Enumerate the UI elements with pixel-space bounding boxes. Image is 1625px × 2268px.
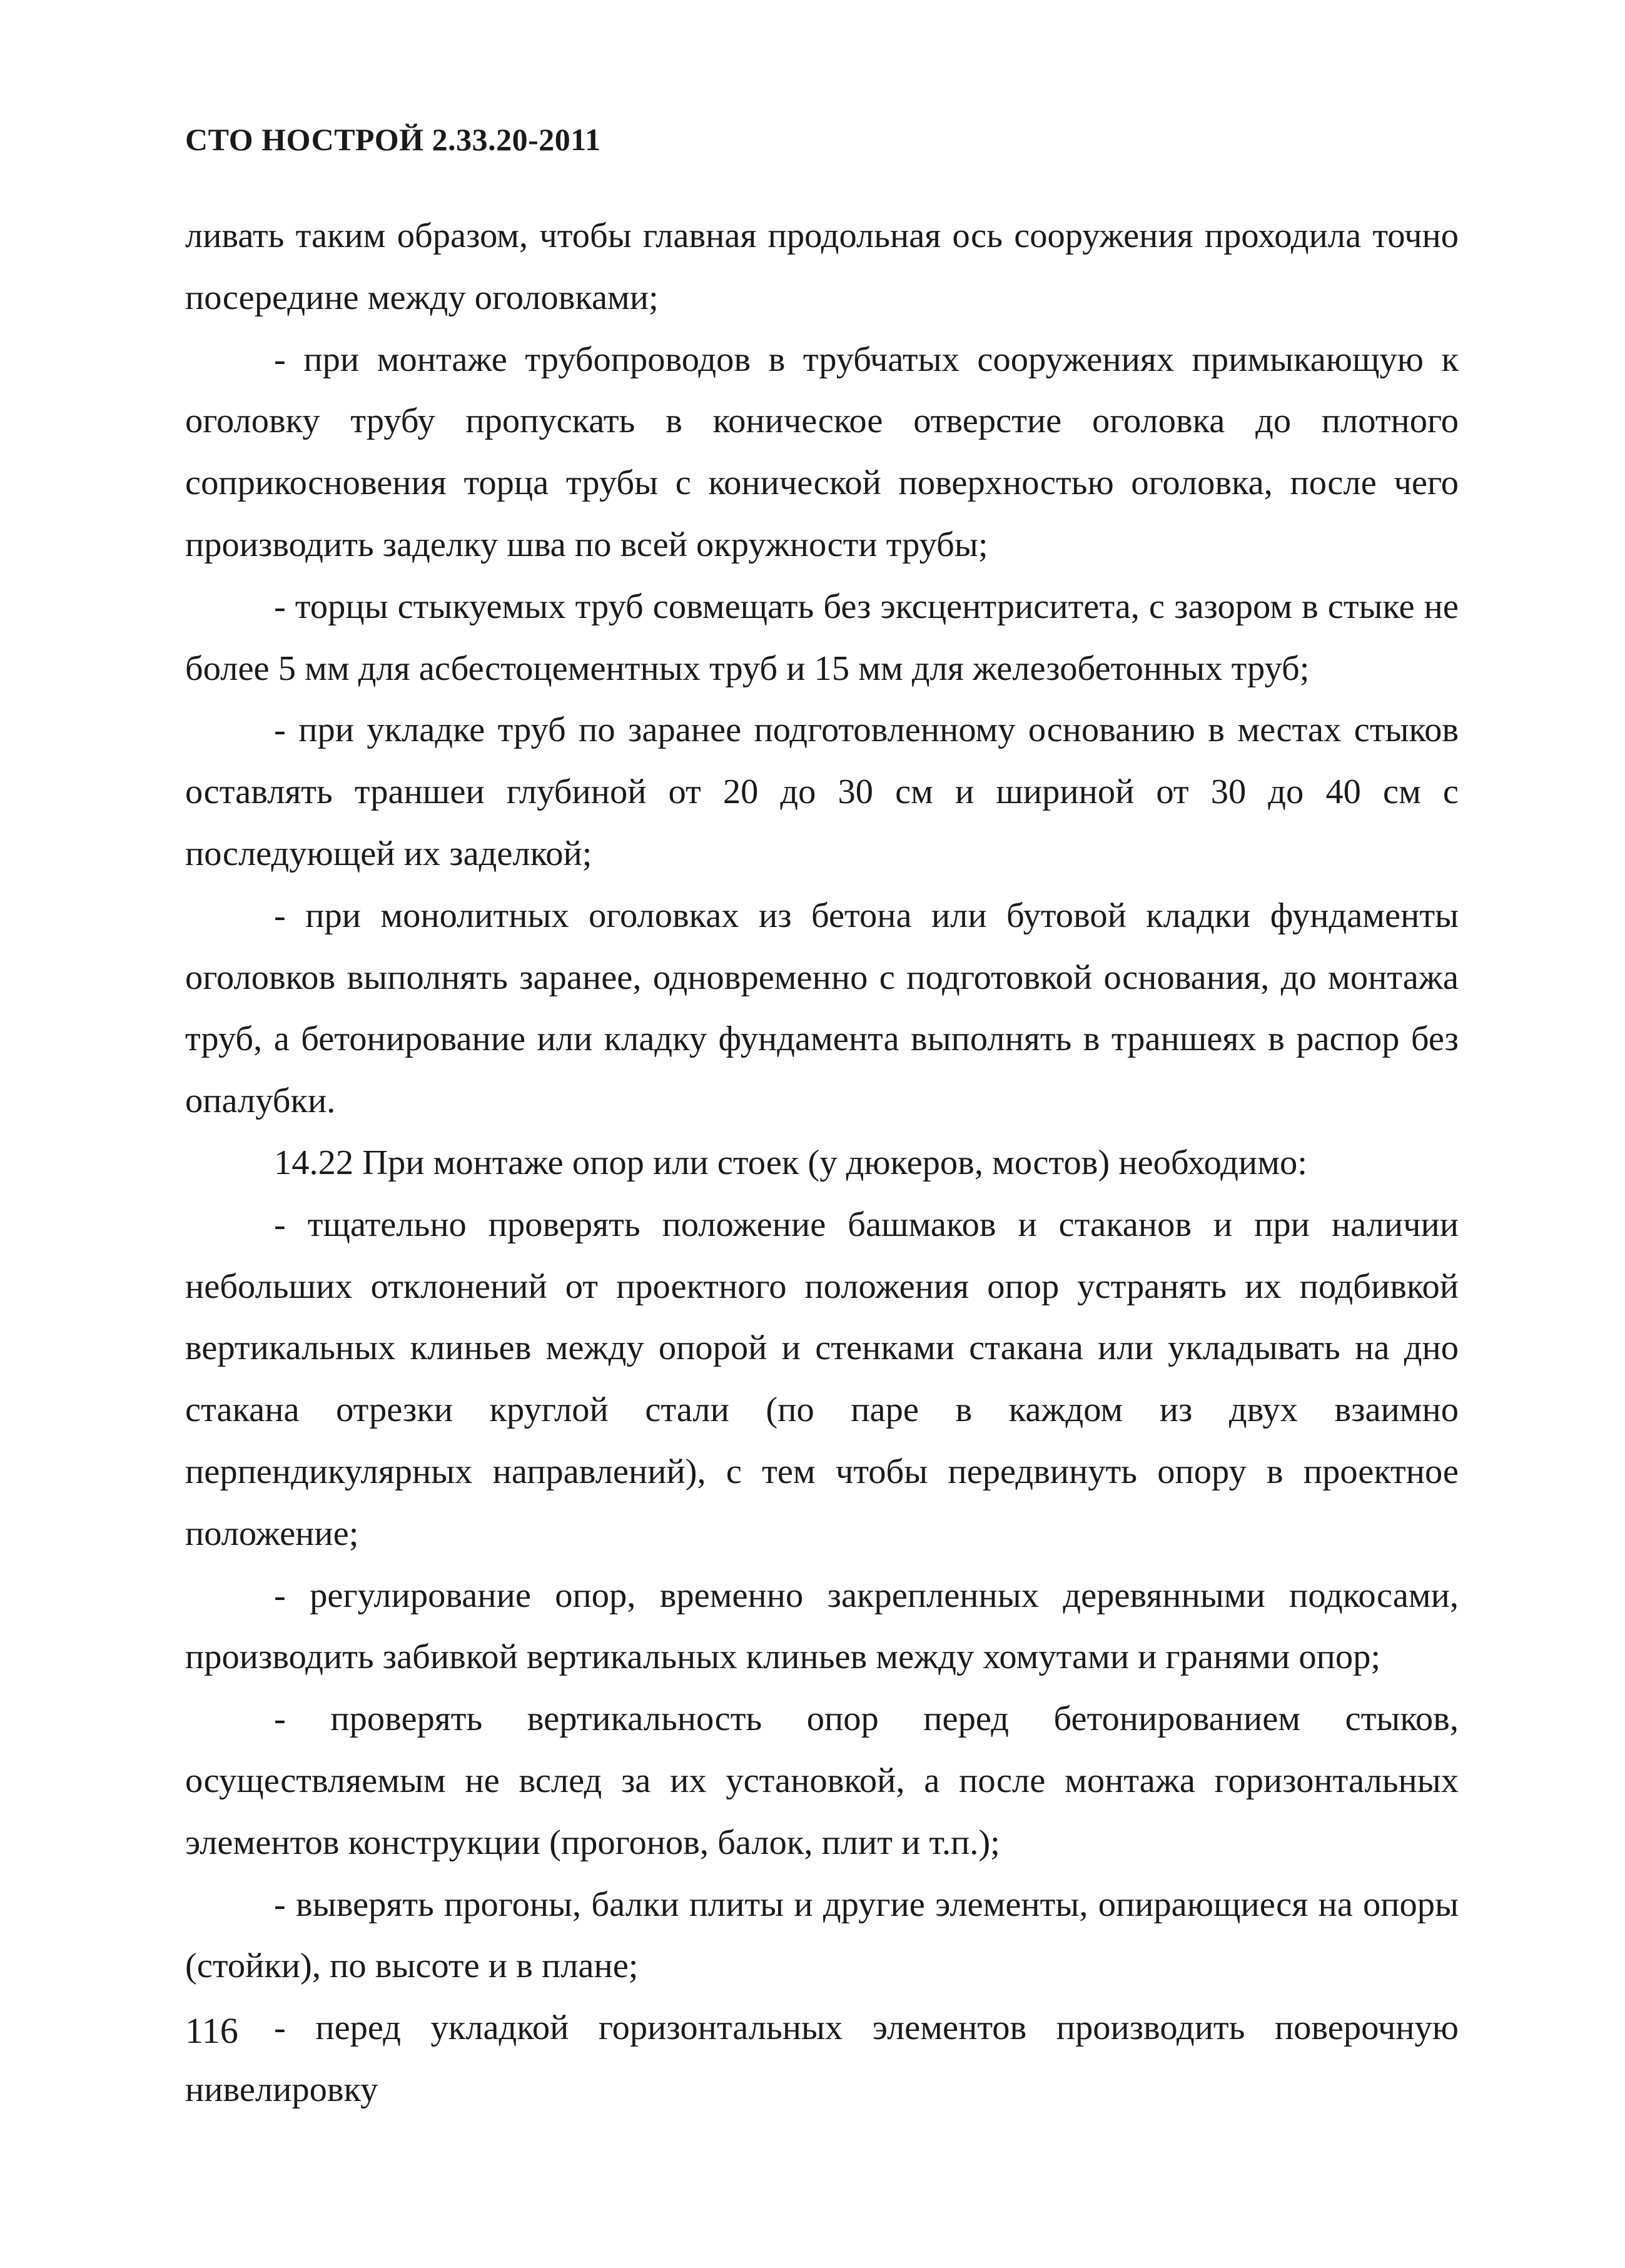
- paragraph-4: - при укладке труб по заранее подготовленному основанию в местах стыков оставлять траншеи глубиной от 20 до 30 см и шириной от 30 до 40 см с последующей их заделкой;: [185, 711, 1459, 873]
- paragraph-9: - проверять вертикальность опор перед бетонированием стыков, осуществляемым не вслед за их установкой, а после монтажа горизонтальных элементов конструкции (прогонов, балок, плит и т.п.);: [185, 1699, 1459, 1862]
- paragraph-11: - перед укладкой горизонтальных элементов производить поверочную нивелировку: [185, 2008, 1459, 2109]
- paragraph-8: - регулирование опор, временно закрепленных деревянными подкосами, производить забивкой вертикальных клиньев между хомутами и гранями опор;: [185, 1576, 1459, 1677]
- paragraph-1: ливать таким образом, чтобы главная продольная ось сооружения проходила точно посередине между оголовками;: [185, 216, 1459, 317]
- paragraph-7: - тщательно проверять положение башмаков и стаканов и при наличии небольших отклонений от проектного положения опор устранять их подбивкой вертикальных клиньев между опорой и стенками стакана или укладывать на дно стакана отрезки круглой стали (по паре в каждом из двух взаимно перпендикулярных направлений), с тем чтобы передвинуть опору в проектное положение;: [185, 1205, 1459, 1553]
- paragraph-10: - выверять прогоны, балки плиты и другие элементы, опирающиеся на опоры (стойки), по высоте и в плане;: [185, 1885, 1459, 1986]
- body-text: [185, 205, 1459, 2121]
- paragraph-3: - торцы стыкуемых труб совмещать без эксцентриситета, с зазором в стыке не более 5 мм для асбестоцементных труб и 15 мм для железобетонных труб;: [185, 587, 1459, 688]
- page-header-document-code: СТО НОСТРОЙ 2.33.20-2011: [185, 122, 601, 157]
- paragraph-2: - при монтаже трубопроводов в трубчатых сооружениях примыкающую к оголовку трубу пропускать в коническое отверстие оголовка до плотного соприкосновения торца трубы с конической поверхностью оголовка, после чего производить заделку шва по всей окружности трубы;: [185, 340, 1459, 564]
- paragraph-5: - при монолитных оголовках из бетона или бутовой кладки фундаменты оголовков выполнять заранее, одновременно с подготовкой основания, до монтажа труб, а бетонирование или кладку фундамента выполнять в траншеях в распор без опалубки.: [185, 896, 1459, 1121]
- page-number: 116: [185, 2010, 238, 2051]
- paragraph-6-section-14-22: 14.22 При монтаже опор или стоек (у дюкеров, мостов) необходимо:: [274, 1143, 1307, 1182]
